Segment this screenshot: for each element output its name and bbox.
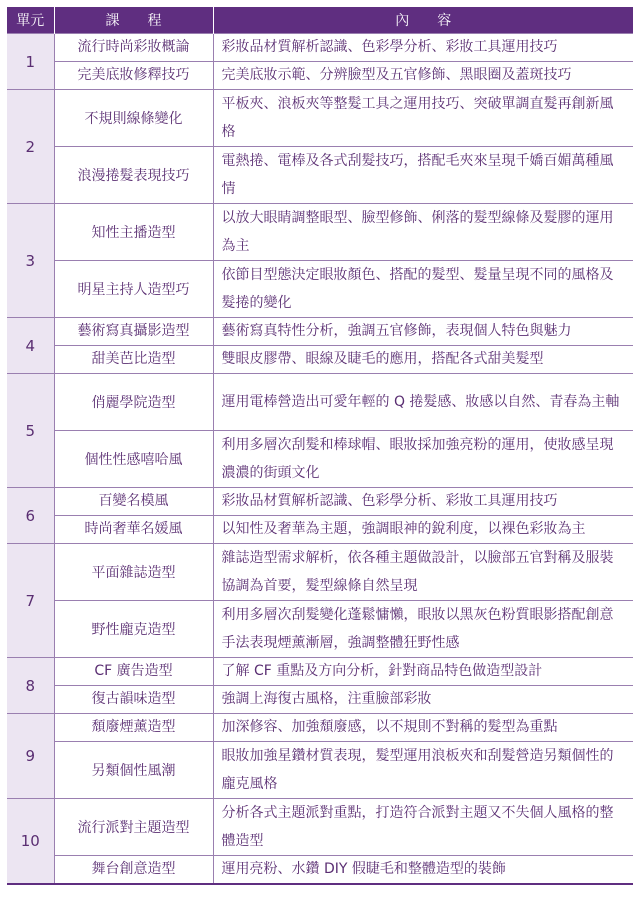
course-content: 藝術寫真特性分析，強調五官修飾，表現個人特色與魅力	[213, 318, 633, 346]
table-row	[7, 516, 633, 544]
course-content: 利用多層次刮髮和棒球帽、眼妝採加強亮粉的運用，使妝感呈現濃濃的街頭文化	[213, 431, 633, 488]
table-row	[7, 686, 633, 714]
course-name: 明星主持人造型巧	[54, 261, 213, 318]
table-row	[7, 318, 633, 346]
course-name: 浪漫捲髮表現技巧	[54, 147, 213, 204]
course-content: 以放大眼睛調整眼型、臉型修飾、俐落的髮型線條及髮膠的運用為主	[213, 204, 633, 261]
course-name: 個性性感嘻哈風	[54, 431, 213, 488]
table-row	[7, 714, 633, 742]
course-name: 百變名模風	[54, 488, 213, 516]
header-content: 內 容	[213, 7, 633, 34]
course-content: 強調上海復古風格，注重臉部彩妝	[213, 686, 633, 714]
table-row	[7, 658, 633, 686]
header-unit: 單元	[7, 7, 54, 34]
unit-number: 3	[7, 204, 54, 318]
course-content: 加深修容、加強頹廢感，以不規則不對稱的髮型為重點	[213, 714, 633, 742]
table-row	[7, 544, 633, 601]
course-content: 利用多層次刮髮變化蓬鬆慵懶，眼妝以黑灰色粉質眼影搭配創意手法表現煙薰漸層，強調整體狂野性感	[213, 601, 633, 658]
course-name: 時尚奢華名媛風	[54, 516, 213, 544]
course-content: 平板夾、浪板夾等整髮工具之運用技巧、突破單調直髮再創新風格	[213, 90, 633, 147]
table-row	[7, 34, 633, 62]
curriculum-table-container	[7, 7, 633, 885]
course-name: 知性主播造型	[54, 204, 213, 261]
table-row	[7, 204, 633, 261]
unit-number: 5	[7, 374, 54, 488]
course-name: 不規則線條變化	[54, 90, 213, 147]
table-row	[7, 488, 633, 516]
course-name: 舞台創意造型	[54, 856, 213, 885]
unit-number: 7	[7, 544, 54, 658]
course-name: 復古韻味造型	[54, 686, 213, 714]
table-row	[7, 374, 633, 431]
course-name: 俏麗學院造型	[54, 374, 213, 431]
unit-number: 6	[7, 488, 54, 544]
unit-number: 4	[7, 318, 54, 374]
table-row	[7, 856, 633, 885]
course-content: 彩妝品材質解析認識、色彩學分析、彩妝工具運用技巧	[213, 488, 633, 516]
table-body	[7, 34, 633, 885]
table-row	[7, 147, 633, 204]
course-content: 運用亮粉、水鑽 DIY 假睫毛和整體造型的裝飾	[213, 856, 633, 885]
course-content: 分析各式主題派對重點，打造符合派對主題又不失個人風格的整體造型	[213, 799, 633, 856]
course-content: 電熱捲、電棒及各式刮髮技巧，搭配毛夾來呈現千嬌百媚萬種風情	[213, 147, 633, 204]
course-name: 完美底妝修釋技巧	[54, 62, 213, 90]
course-content: 運用電棒營造出可愛年輕的 Q 捲髮感、妝感以自然、青春為主軸	[213, 374, 633, 431]
unit-number: 2	[7, 90, 54, 204]
unit-number: 1	[7, 34, 54, 90]
course-name: 另類個性風潮	[54, 742, 213, 799]
unit-number: 9	[7, 714, 54, 799]
course-content: 彩妝品材質解析認識、色彩學分析、彩妝工具運用技巧	[213, 34, 633, 62]
course-content: 依節目型態決定眼妝顏色、搭配的髮型、髮量呈現不同的風格及髮捲的變化	[213, 261, 633, 318]
table-row	[7, 346, 633, 374]
course-name: 頹廢煙薰造型	[54, 714, 213, 742]
course-content: 雙眼皮膠帶、眼線及睫毛的應用，搭配各式甜美髮型	[213, 346, 633, 374]
course-name: 甜美芭比造型	[54, 346, 213, 374]
table-row	[7, 261, 633, 318]
course-name: 平面雜誌造型	[54, 544, 213, 601]
table-row	[7, 90, 633, 147]
course-name: 野性龐克造型	[54, 601, 213, 658]
table-row	[7, 431, 633, 488]
course-name: 藝術寫真攝影造型	[54, 318, 213, 346]
unit-number: 10	[7, 799, 54, 885]
course-content: 雜誌造型需求解析，依各種主題做設計，以臉部五官對稱及服裝協調為首要，髮型線條自然呈現	[213, 544, 633, 601]
course-content: 了解 CF 重點及方向分析，針對商品特色做造型設計	[213, 658, 633, 686]
header-course: 課 程	[54, 7, 213, 34]
course-name: 流行派對主題造型	[54, 799, 213, 856]
table-row	[7, 742, 633, 799]
curriculum-table	[7, 7, 633, 885]
course-content: 完美底妝示範、分辨臉型及五官修飾、黑眼圈及蓋斑技巧	[213, 62, 633, 90]
table-header-row	[7, 7, 633, 34]
course-content: 眼妝加強星鑽材質表現，髮型運用浪板夾和刮髮營造另類個性的龐克風格	[213, 742, 633, 799]
course-content: 以知性及奢華為主題，強調眼神的銳利度，以裸色彩妝為主	[213, 516, 633, 544]
table-row	[7, 601, 633, 658]
unit-number: 8	[7, 658, 54, 714]
table-row	[7, 799, 633, 856]
course-name: CF 廣告造型	[54, 658, 213, 686]
course-name: 流行時尚彩妝概論	[54, 34, 213, 62]
table-row	[7, 62, 633, 90]
